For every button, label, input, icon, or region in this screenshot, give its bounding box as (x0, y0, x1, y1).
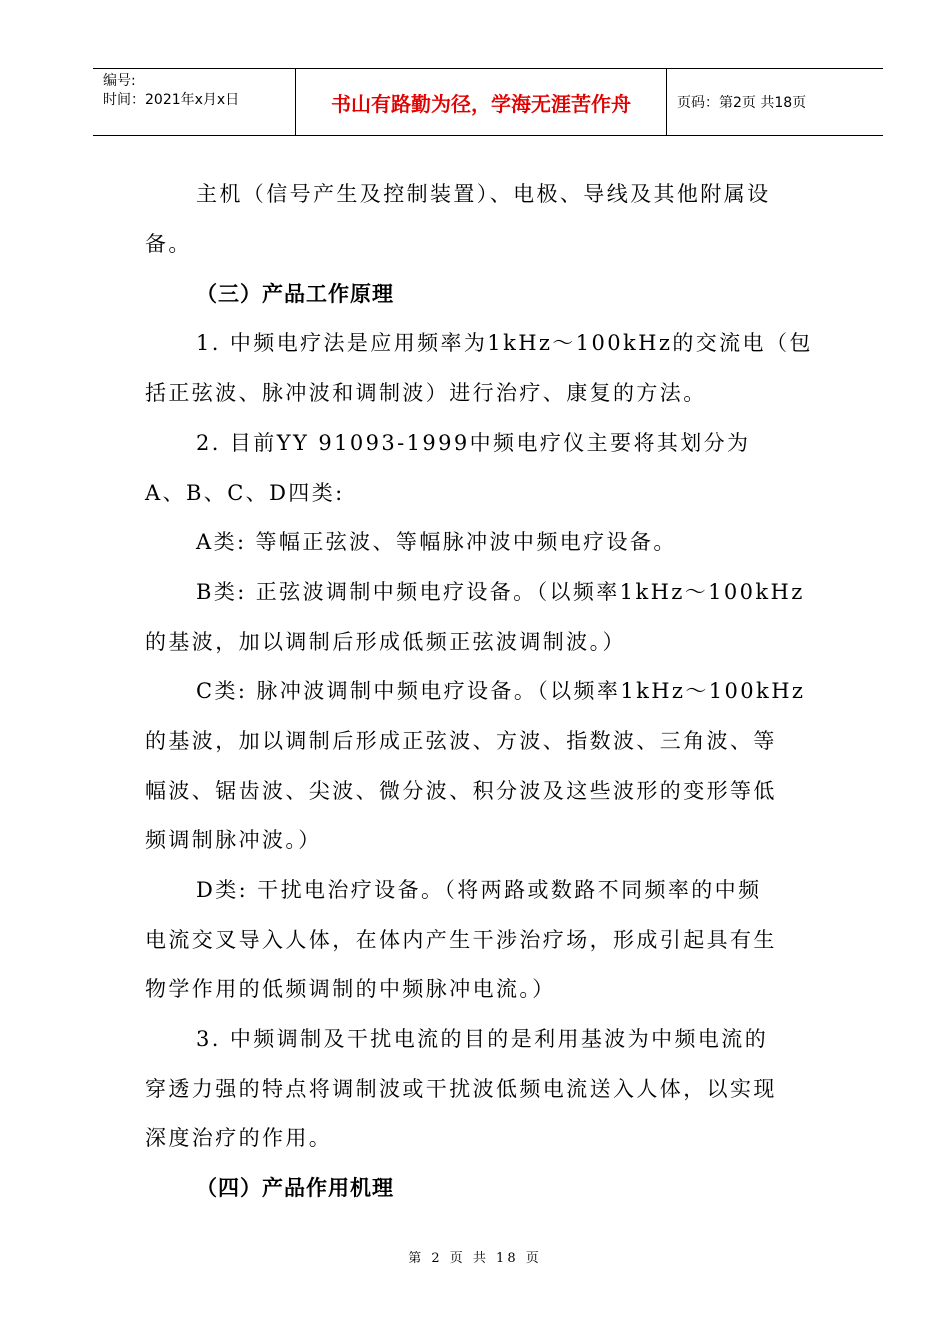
paragraph-line: A类: 等幅正弦波、等幅脉冲波中频电疗设备。 (196, 530, 677, 554)
header-page-info: 页码：第2页 共18页 (677, 95, 807, 111)
header-meta-cell (93, 69, 296, 135)
paragraph-line: 的基波，加以调制后形成低频正弦波调制波。） (145, 630, 626, 654)
paragraph-line: B类: 正弦波调制中频电疗设备。（以频率1kHz～100kHz (196, 580, 805, 604)
header-table (93, 68, 883, 136)
paragraph-line: C类: 脉冲波调制中频电疗设备。（以频率1kHz～100kHz (196, 679, 806, 703)
paragraph-line: 的基波，加以调制后形成正弦波、方波、指数波、三角波、等 (145, 729, 777, 753)
time-label: 时间：2021年x月x日 (103, 92, 240, 108)
paragraph-line: D类: 干扰电治疗设备。（将两路或数路不同频率的中频 (196, 878, 762, 902)
section-heading: （四）产品作用机理 (196, 1176, 394, 1200)
paragraph-line: 电流交叉导入人体，在体内产生干涉治疗场，形成引起具有生 (145, 928, 777, 952)
paragraph-line: 3. 中频调制及干扰电流的目的是利用基波为中频电流的 (196, 1027, 769, 1051)
paragraph-line: 2. 目前YY 91093-1999中频电疗仪主要将其划分为 (196, 431, 751, 455)
page-footer: 第 2 页 共 18 页 (408, 1251, 542, 1266)
header-motto: 书山有路勤为径，学海无涯苦作舟 (296, 69, 667, 135)
paragraph-line: 括正弦波、脉冲波和调制波）进行治疗、康复的方法。 (145, 381, 707, 405)
paragraph-line: 穿透力强的特点将调制波或干扰波低频电流送入人体，以实现 (145, 1077, 777, 1101)
paragraph-line: A、B、C、D四类: (145, 481, 345, 505)
paragraph-line: 备。 (145, 232, 192, 256)
section-heading: （三）产品工作原理 (196, 282, 394, 306)
paragraph-line: 1. 中频电疗法是应用频率为1kHz～100kHz的交流电（包 (196, 331, 813, 355)
paragraph-line: 频调制脉冲波。） (145, 828, 322, 852)
number-label: 编号: (103, 73, 136, 89)
paragraph-line: 深度治疗的作用。 (145, 1126, 333, 1150)
paragraph-line: 幅波、锯齿波、尖波、微分波、积分波及这些波形的变形等低 (145, 779, 777, 803)
paragraph-line: 主机（信号产生及控制装置）、电极、导线及其他附属设 (196, 182, 771, 206)
paragraph-line: 物学作用的低频调制的中频脉冲电流。） (145, 977, 556, 1001)
